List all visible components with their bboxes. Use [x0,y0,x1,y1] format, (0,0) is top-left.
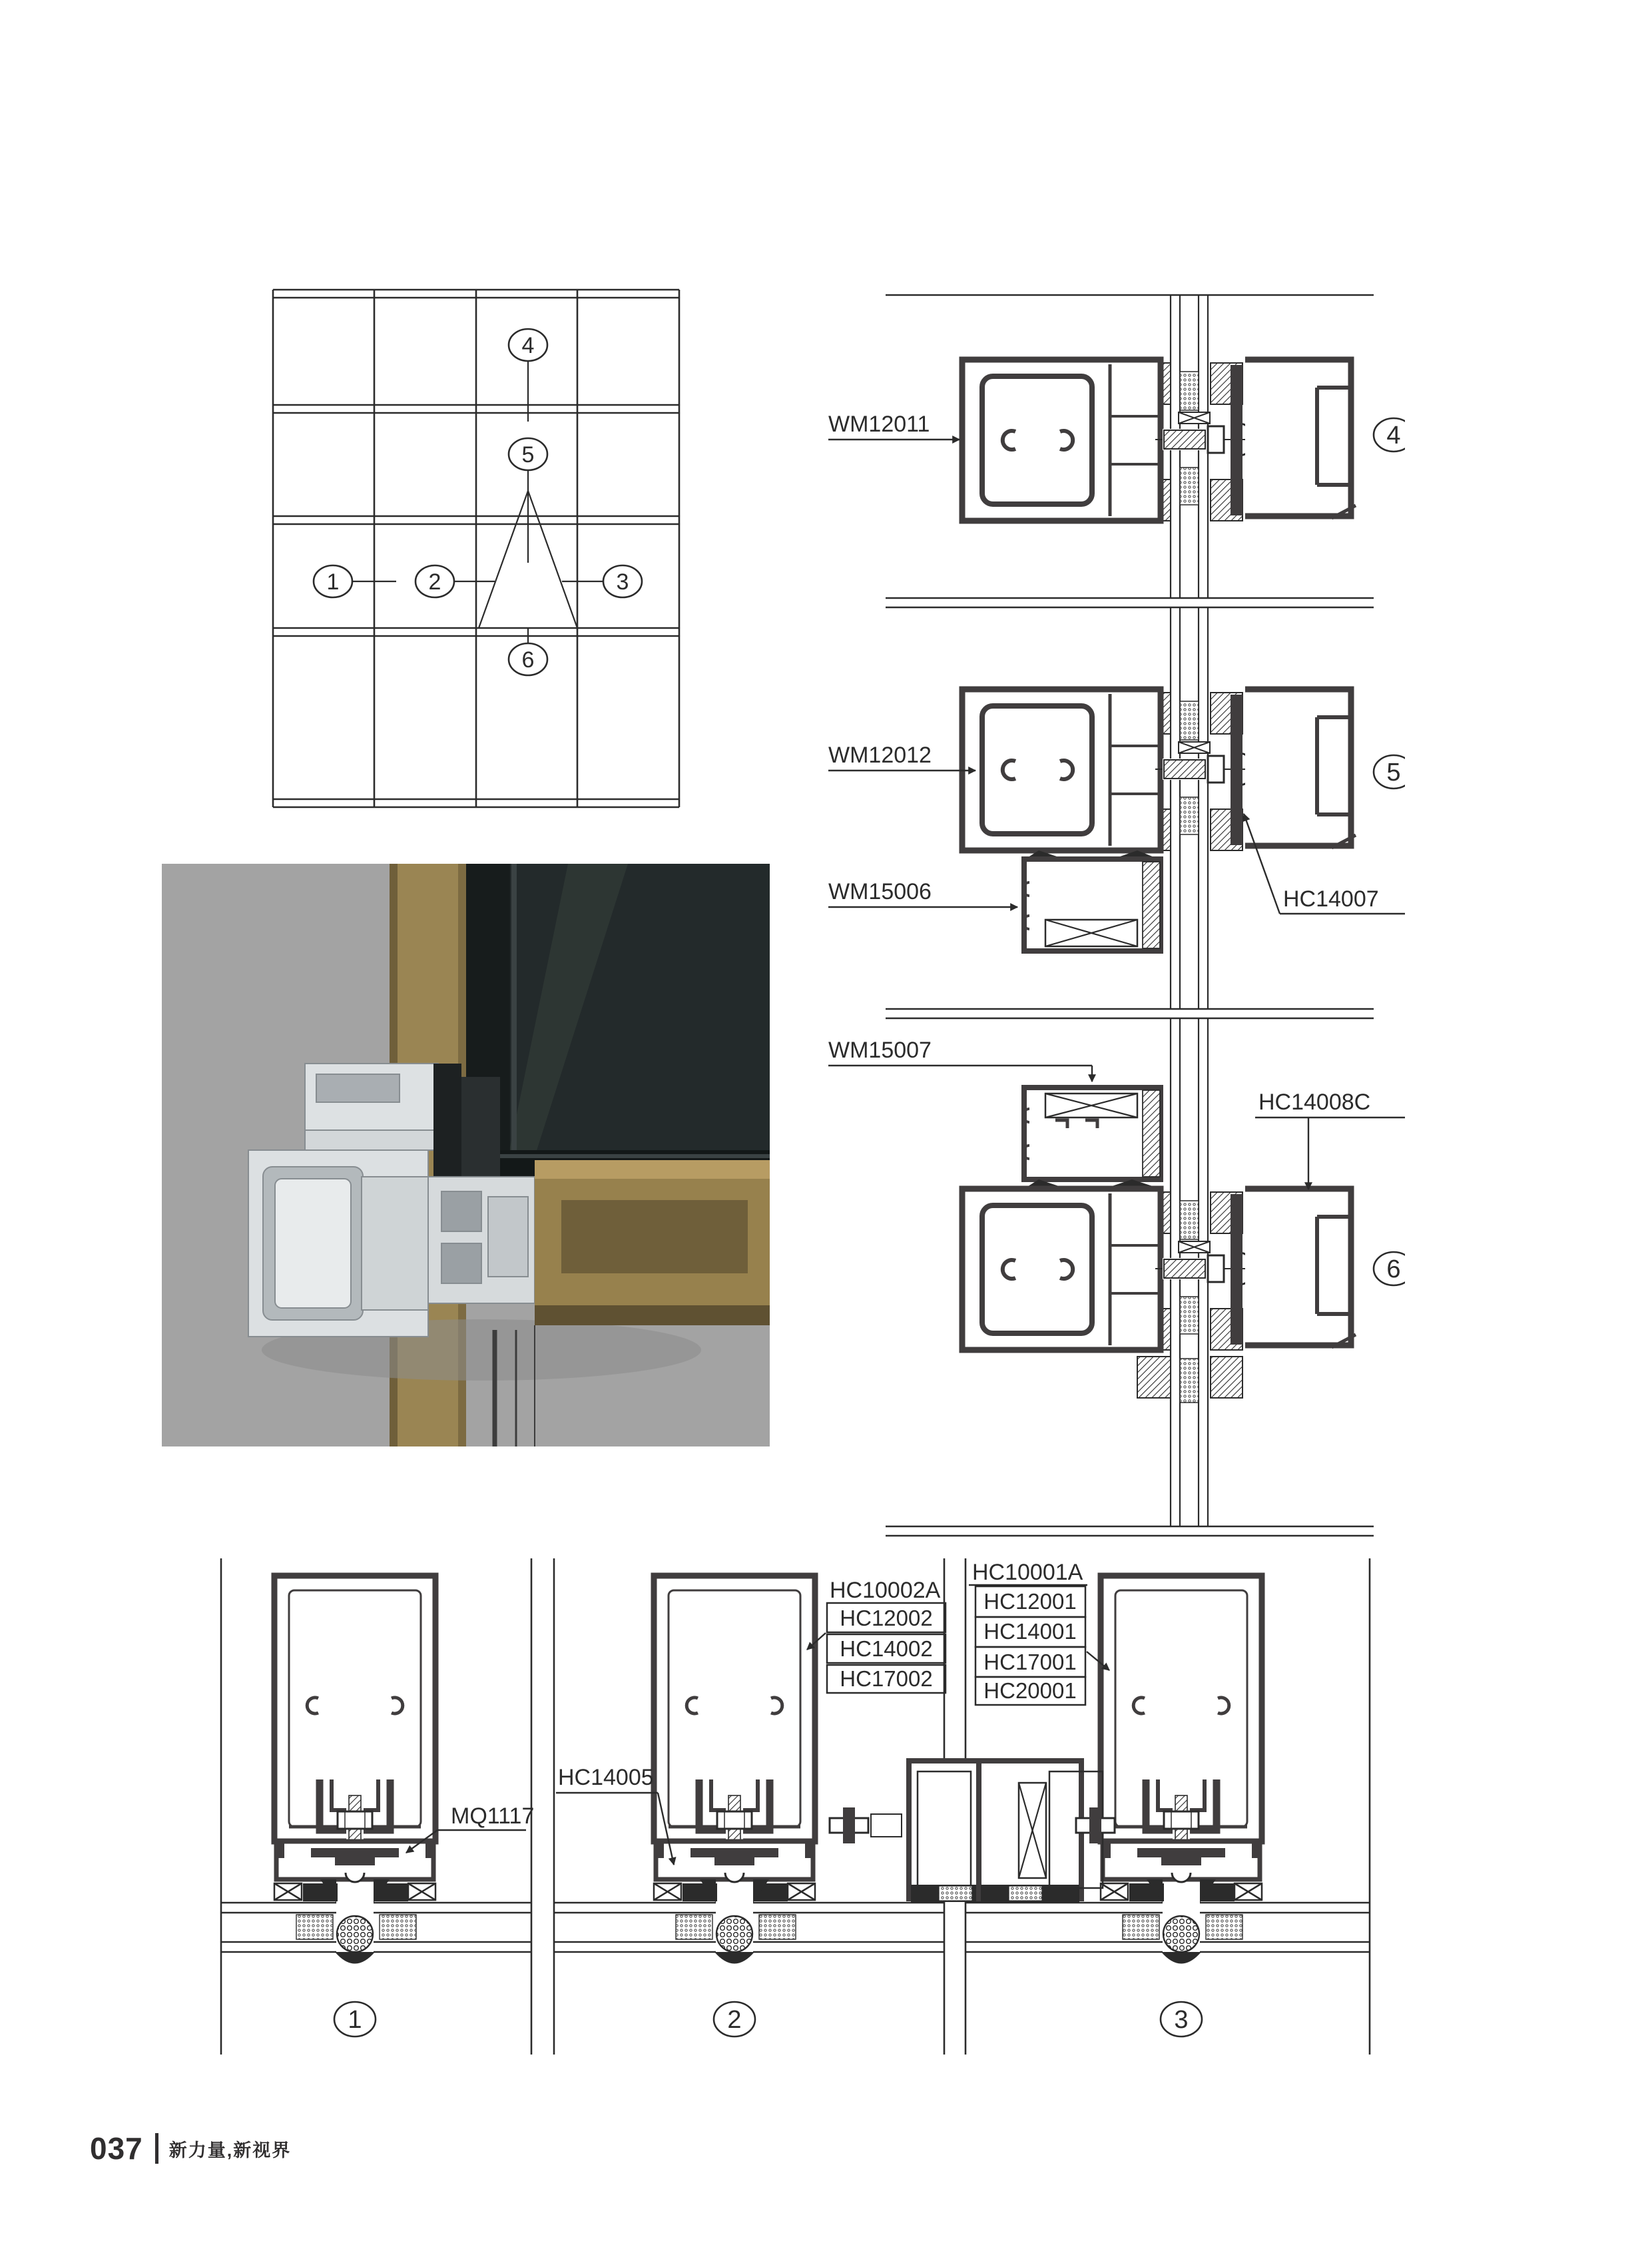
elevation-diagram [253,280,692,812]
glass-panel [466,864,770,1210]
label-hc20001: HC20001 [983,1678,1077,1703]
gold-transom [535,1160,770,1325]
page-number: 037 [90,2131,143,2166]
transom-assembly-2 [654,1576,815,1903]
mullion-assembly-4 [962,360,1356,521]
footer-divider [155,2133,158,2164]
detail-sections-right [819,280,1405,1545]
section-3 [969,1560,1262,2037]
label-wm15006: WM15006 [828,879,932,904]
detail-4 [828,360,1405,521]
callout-3-number: 3 [1174,2006,1189,2034]
transom-assembly-1 [274,1576,435,1903]
label-hc14001: HC14001 [983,1619,1077,1644]
footer-slogan: 新力量,新视界 [168,2140,292,2160]
label-wm12011: WM12011 [828,412,930,437]
detail-5 [828,689,1405,951]
callout-3-number: 3 [616,569,629,595]
callout-6-number: 6 [521,647,535,673]
label-hc14002: HC14002 [840,1636,933,1661]
label-hc14007: HC14007 [1283,886,1379,912]
label-hc10002a: HC10002A [830,1578,941,1603]
callout-2-number: 2 [727,2006,742,2034]
part-stack-2 [807,1578,946,1693]
curtainwall-grid [273,290,679,807]
mullion-assembly-6 [962,1189,1356,1350]
label-wm12012: WM12012 [828,743,932,768]
callout-leader-lines [352,360,603,644]
detail-6 [828,1038,1405,1403]
label-hc12002: HC12002 [840,1606,933,1630]
vent-frame-3 [979,1761,1115,1902]
callout-1-number: 1 [348,2006,362,2034]
page-footer [90,2131,291,2166]
transom-assembly-3 [1101,1576,1262,1903]
joint-fittings [296,1915,1242,1964]
subframe-wm15007 [1023,1088,1161,1189]
label-hc17002: HC17002 [840,1666,933,1691]
label-hc12001: HC12001 [983,1589,1077,1614]
label-hc14005: HC14005 [558,1765,654,1790]
callout-1-number: 1 [326,569,340,595]
bottom-sections [213,1532,1392,2058]
elevation-callouts [314,329,642,675]
callout-5-number: 5 [521,442,535,468]
label-mq1117: MQ1117 [451,1803,535,1829]
subframe-wm15006 [1023,850,1161,951]
mullion-assembly-5 [962,689,1356,850]
part-stack-3 [969,1560,1109,1705]
callout-5-number: 5 [1386,759,1401,787]
callout-4-number: 4 [521,333,535,358]
callout-6-number: 6 [1386,1255,1401,1283]
callout-4-number: 4 [1386,422,1401,450]
section-2 [556,1576,1011,2037]
label-hc17001: HC17001 [983,1650,1077,1674]
section-1 [274,1576,534,2037]
callout-2-number: 2 [428,569,441,595]
elevation-callout-numbers [327,333,629,673]
render-3d [162,864,770,1446]
label-wm15007: WM15007 [828,1038,932,1063]
label-hc14008c: HC14008C [1258,1090,1371,1115]
glazing-cluster-6-bottom [1137,1357,1242,1403]
label-hc10001a: HC10001A [972,1560,1083,1585]
